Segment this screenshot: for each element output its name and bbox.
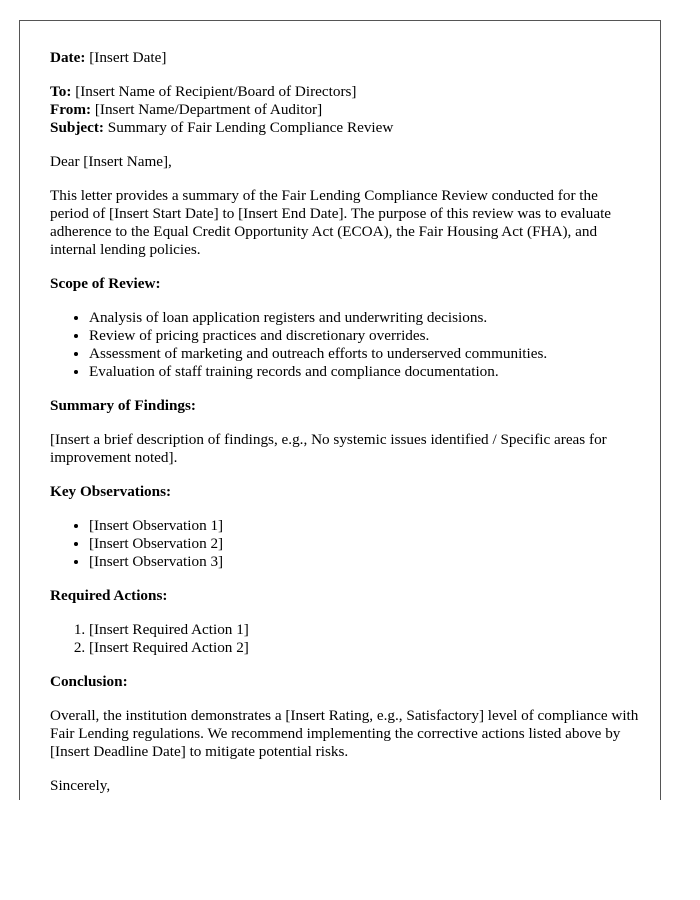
date-label: Date:	[50, 49, 86, 66]
from-line	[50, 101, 640, 119]
list-item: • [Insert Observation 1]	[89, 517, 640, 535]
findings-heading: Summary of Findings:	[50, 397, 196, 414]
closing: Sincerely,	[50, 777, 111, 794]
findings-paragraph: [Insert a brief description of findings, e.g., No systemic issues identified / Specific areas for improvement noted].	[50, 431, 607, 466]
from-label: From:	[50, 101, 92, 118]
actions-list	[50, 621, 640, 657]
from-value: [Insert Name/Department of Auditor]	[94, 101, 323, 118]
list-item: • [Insert Observation 3]	[89, 553, 640, 571]
address-block	[50, 83, 640, 137]
list-item: • Review of pricing practices and discretionary overrides.	[89, 327, 640, 345]
salutation: Dear [Insert Name],	[50, 153, 172, 170]
to-value: [Insert Name of Recipient/Board of Directors]	[75, 83, 357, 100]
date-line	[50, 49, 640, 67]
date-value: [Insert Date]	[89, 49, 167, 66]
list-item: 1. [Insert Required Action 1]	[89, 621, 640, 639]
scope-list	[50, 309, 640, 381]
list-item: 2. [Insert Required Action 2]	[89, 639, 640, 657]
subject-label: Subject:	[50, 119, 104, 136]
to-label: To:	[50, 83, 72, 100]
list-item: • Evaluation of staff training records and compliance documentation.	[89, 363, 640, 381]
subject-line	[50, 119, 640, 137]
intro-paragraph: This letter provides a summary of the Fair Lending Compliance Review conducted for the period of [Insert Start Date] to [Insert End Date]. The purpose of this review was to evaluate adherence to the Equal Credit Opportunity Act (ECOA), the Fair Housing Act (FHA), and internal lending policies.	[50, 187, 612, 258]
list-item: • Assessment of marketing and outreach efforts to underserved communities.	[89, 345, 640, 363]
scope-heading: Scope of Review:	[50, 275, 161, 292]
list-item: • [Insert Observation 2]	[89, 535, 640, 553]
letter-header	[50, 49, 640, 67]
conclusion-paragraph: Overall, the institution demonstrates a [Insert Rating, e.g., Satisfactory] level of compliance with Fair Lending regulations. We recommend implementing the corrective actions listed above by [Insert Deadline Date] to mitigate potential risks.	[50, 707, 639, 760]
observations-heading: Key Observations:	[50, 483, 172, 500]
letter-body	[50, 49, 640, 811]
letter-page	[19, 20, 661, 800]
list-item: • Analysis of loan application registers and underwriting decisions.	[89, 309, 640, 327]
observations-list	[50, 517, 640, 571]
actions-heading: Required Actions:	[50, 587, 168, 604]
subject-value: Summary of Fair Lending Compliance Review	[107, 119, 394, 136]
conclusion-heading: Conclusion:	[50, 673, 128, 690]
to-line	[50, 83, 640, 101]
